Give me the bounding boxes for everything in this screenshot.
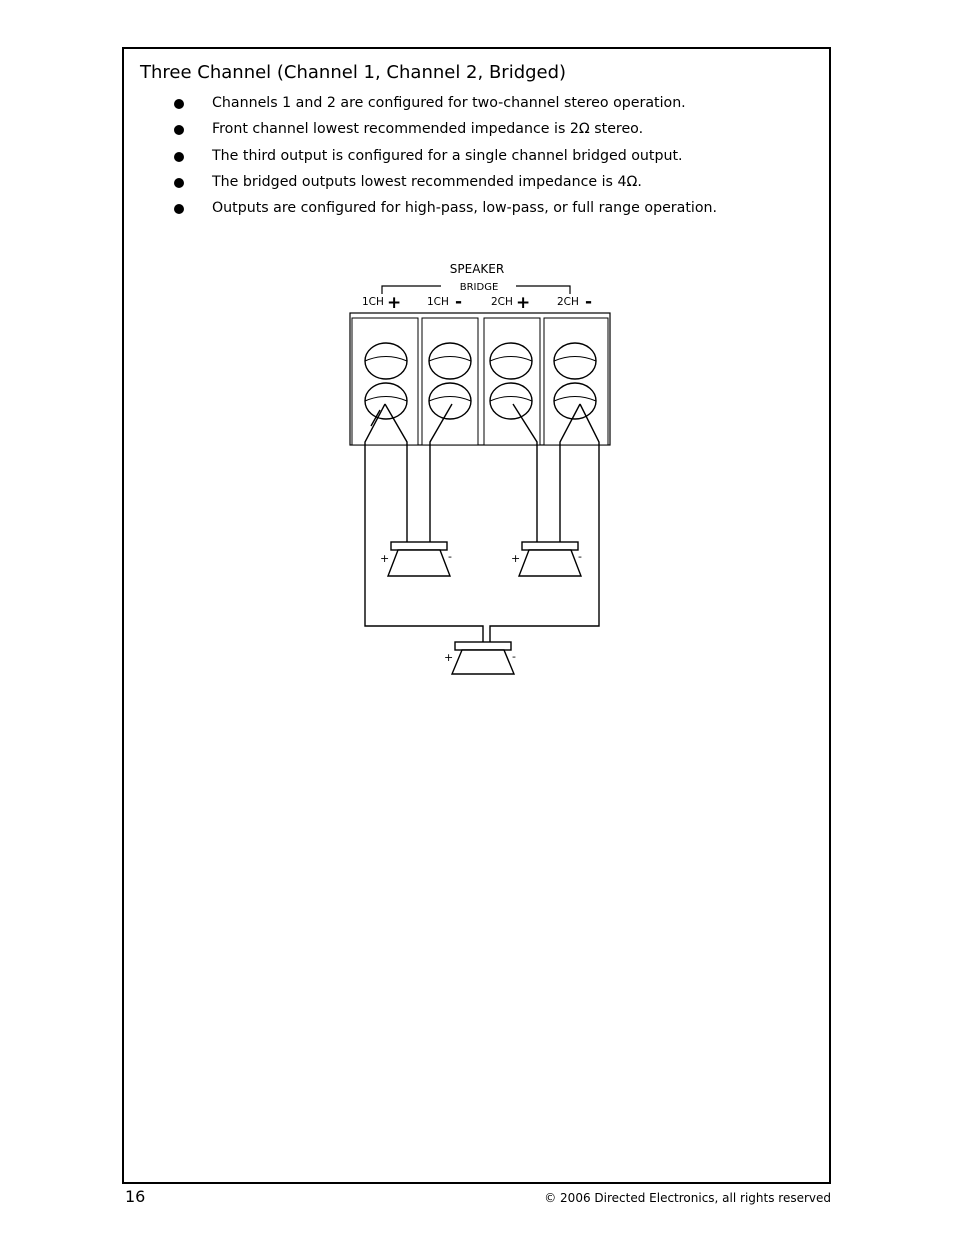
bullet-icon: [174, 204, 184, 214]
bullet-text: Front channel lowest recommended impedance is 2Ω stereo.: [212, 121, 644, 138]
speaker-minus-label: -: [448, 550, 452, 563]
terminal-sign: -: [585, 292, 593, 312]
speaker-plus-label: +: [380, 552, 390, 565]
speaker-icon: [452, 642, 514, 674]
bridge-label: BRIDGE: [459, 282, 499, 293]
bullet-text: Channels 1 and 2 are configured for two-channel stereo operation.: [212, 95, 686, 111]
bullet-list: [172, 93, 717, 224]
terminal-sign: +: [516, 293, 531, 313]
terminal-1ch-minus: [422, 318, 478, 445]
bullet-text: The bridged outputs lowest recommended impedance is 4Ω.: [212, 173, 642, 190]
page-number: 16: [125, 1187, 146, 1206]
speaker-label: SPEAKER: [449, 262, 505, 276]
speaker-icon: [519, 542, 581, 576]
bullet-text: Outputs are configured for high-pass, low-pass, or full range operation.: [212, 200, 718, 217]
speaker-plus-label: +: [444, 651, 454, 664]
terminal-label: 1CH: [427, 296, 449, 308]
terminal-1ch-plus: [352, 318, 418, 445]
terminal-2ch-plus: [484, 318, 540, 445]
terminal-sign: +: [387, 293, 402, 313]
terminal-label: 2CH: [557, 296, 579, 308]
speaker-plus-label: +: [511, 552, 521, 565]
terminal-2ch-minus: [544, 318, 608, 445]
bullet-item: [172, 93, 717, 119]
bullet-icon: [174, 152, 184, 162]
bullet-item: [172, 146, 717, 172]
terminal-sign: -: [455, 292, 463, 312]
bullet-item: [172, 198, 717, 224]
section-heading: Three Channel (Channel 1, Channel 2, Bridged): [140, 62, 567, 83]
bullet-icon: [174, 178, 184, 188]
bullet-item: [172, 172, 717, 198]
bullet-icon: [174, 125, 184, 135]
copyright-notice: © 2006 Directed Electronics, all rights reserved: [544, 1191, 831, 1205]
bullet-text: The third output is configured for a single channel bridged output.: [212, 147, 683, 164]
speaker-minus-label: -: [578, 550, 582, 563]
speaker-minus-label: -: [512, 650, 516, 663]
terminal-label: 2CH: [491, 296, 513, 308]
bullet-item: [172, 119, 717, 145]
speaker-icon: [388, 542, 450, 576]
wiring-diagram: [340, 255, 630, 685]
terminal-label: 1CH: [362, 296, 384, 308]
bullet-icon: [174, 99, 184, 109]
